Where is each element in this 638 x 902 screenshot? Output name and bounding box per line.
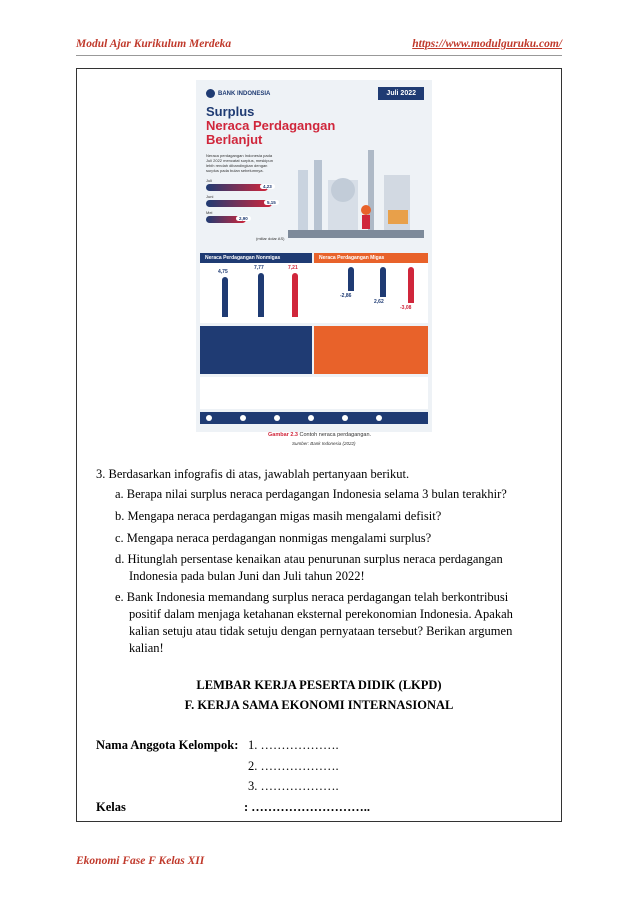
caption-text: Contoh neraca perdagangan. (299, 432, 372, 438)
migas-column-1 (348, 267, 354, 291)
question-3d-line-1: d. Hitunglah persentase kenaikan atau penurunan surplus neraca perdagangan (115, 552, 503, 566)
bar-label-juni: Juni (206, 194, 214, 199)
member-3-field[interactable]: 3. ………………. (248, 779, 339, 793)
surplus-bar-juli (206, 184, 268, 191)
infographic-description: Neraca perdagangan Indonesia pada Juli 2022 mencatat surplus, meskipun lebih rendah dibandingkan dengan surplus pada bulan sebelumnya. (206, 153, 273, 173)
migas-value-3: -3,08 (400, 305, 412, 311)
facebook-icon (240, 415, 246, 421)
nonmigas-details-panel (200, 326, 312, 374)
class-field[interactable]: : ……………………….. (244, 800, 371, 814)
phone-icon (376, 415, 382, 421)
logo-emblem-icon (206, 89, 215, 98)
migas-value-1: -2,86 (340, 293, 352, 299)
infographic-date: Juli 2022 (378, 87, 424, 100)
website-icon (206, 415, 212, 421)
question-3e (115, 589, 535, 657)
twitter-icon (274, 415, 280, 421)
question-3e-line-1: e. Bank Indonesia memandang surplus neraca perdagangan telah berkontribusi (115, 590, 509, 604)
bar-value-mei: 2,90 (236, 216, 251, 221)
question-3e-line-2: positif dalam menjaga ketahanan eksternal perekonomian Indonesia. Apakah (129, 607, 513, 621)
question-3e-line-4: kalian! (129, 641, 164, 655)
header-divider (76, 55, 562, 56)
footer-subject: Ekonomi Fase F Kelas XII (76, 855, 205, 867)
nonmigas-column-1 (222, 277, 228, 317)
question-3d (115, 551, 535, 585)
nonmigas-column-2 (258, 273, 264, 317)
header-module-title: Modul Ajar Kurikulum Merdeka (76, 38, 232, 50)
question-3d-line-2: Indonesia pada bulan Juni dan Juli tahun 2022! (129, 569, 365, 583)
migas-details-panel (314, 326, 428, 374)
nonmigas-value-3: 7,21 (288, 265, 298, 271)
youtube-icon (342, 415, 348, 421)
bank-indonesia-logo (206, 89, 270, 98)
figure-caption (268, 432, 371, 438)
bar-label-mei: Mei (206, 210, 213, 215)
question-3c: c. Mengapa neraca perdagangan nonmigas mengalami surplus? (115, 531, 432, 545)
lkpd-title: LEMBAR KERJA PESERTA DIDIK (LKPD) (196, 678, 442, 692)
title-line-1: Surplus (206, 104, 255, 119)
infographic-note (200, 377, 428, 409)
trade-balance-charts (200, 263, 428, 323)
section-migas-header: Neraca Perdagangan Migas (314, 253, 428, 263)
section-nonmigas-header: Neraca Perdagangan Nonmigas (200, 253, 312, 263)
title-line-2: Neraca Perdagangan (206, 118, 336, 133)
question-3e-line-3: kalian setuju atau tidak setuju dengan pernyataan tersebut? Berikan argumen (129, 624, 513, 638)
question-3b: b. Mengapa neraca perdagangan migas masih mengalami defisit? (115, 509, 442, 523)
infographic (196, 80, 432, 432)
class-label: Kelas (96, 800, 126, 814)
bar-label-juli: Juli (206, 178, 213, 183)
figure-source: Sumber: Bank Indonesia (2022) (292, 441, 356, 446)
nonmigas-value-2: 7,77 (254, 265, 264, 271)
question-3a: a. Berapa nilai surplus neraca perdagangan Indonesia selama 3 bulan terakhir? (115, 487, 507, 501)
unit-label: (miliar dolar AS) (256, 236, 285, 241)
industrial-plant-illustration (288, 150, 424, 250)
bar-value-juni: 5,15 (264, 200, 279, 205)
member-1-field[interactable]: 1. ………………. (248, 738, 339, 752)
social-media-bar (200, 412, 428, 424)
title-line-3: Berlanjut (206, 132, 263, 147)
logo-text: BANK INDONESIA (218, 90, 271, 97)
caption-label: Gambar 2.3 (268, 432, 298, 438)
nonmigas-value-1: 4,75 (218, 269, 228, 275)
bar-value-juli: 4,23 (260, 184, 275, 189)
infographic-title (206, 105, 335, 147)
migas-column-2 (380, 267, 386, 297)
lkpd-subtitle: F. KERJA SAMA EKONOMI INTERNASIONAL (184, 698, 454, 712)
nonmigas-column-3 (292, 273, 298, 317)
migas-value-2: 2,62 (374, 299, 384, 305)
member-2-field[interactable]: 2. ………………. (248, 759, 339, 773)
members-label: Nama Anggota Kelompok: (96, 738, 239, 752)
question-3: 3. Berdasarkan infografis di atas, jawablah pertanyaan berikut. (96, 467, 410, 481)
surplus-bar-juni (206, 200, 272, 207)
migas-column-3 (408, 267, 414, 303)
header-website-link[interactable]: https://www.modulguruku.com/ (412, 38, 562, 50)
instagram-icon (308, 415, 314, 421)
